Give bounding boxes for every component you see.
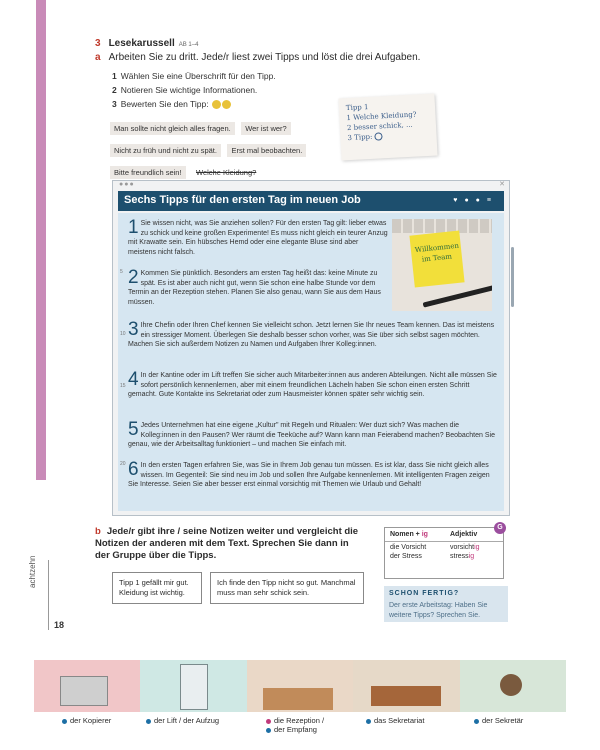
headline-tag: Man sollte nicht gleich alles fragen. — [110, 122, 235, 135]
office-illustration-strip — [34, 660, 566, 712]
bullet-icon — [474, 719, 479, 724]
vocab-item: das Sekretariat — [366, 716, 424, 725]
tip-paragraph: 5 Jedes Unternehmen hat eine eigene „Kultur" mit Regeln und Ritualen: Wer duzt sich? Was machen die Kolleg:innen in den Pausen? Wer räumt die Teeküche auf? Wann kann man Feierabend machen? Beobachten Sie genau, wie der Arbeitsalltag funktioniert – und machen Sie einfach mit. — [128, 419, 495, 449]
smiley-happy-icon — [212, 100, 221, 109]
step-item: 1 Wählen Sie eine Überschrift für den Tipp. — [112, 71, 276, 81]
headline-tag: Nicht zu früh und nicht zu spät. — [110, 144, 221, 157]
copier-illustration — [34, 660, 140, 712]
step-item: 3 Bewerten Sie den Tipp: — [112, 97, 276, 111]
headline-tag: Wer ist wer? — [241, 122, 291, 135]
line-number: 5 — [120, 269, 123, 275]
grammar-row: der Stress stressig — [390, 553, 475, 560]
article-titlebar — [118, 191, 504, 211]
schon-fertig-title: SCHON FERTIG? — [389, 590, 460, 597]
grammar-row: die Vorsicht vorsichtig — [390, 544, 480, 551]
vocab-item: der Lift / der Aufzug — [146, 716, 219, 725]
scrollbar[interactable] — [511, 247, 514, 307]
headline-tag-used: Welche Kleidung? — [196, 168, 257, 177]
location-icon[interactable]: ● — [464, 197, 476, 204]
chapter-color-strip — [36, 0, 46, 480]
heart-icon[interactable]: ♥ — [453, 197, 465, 204]
photo-postit — [392, 219, 492, 311]
office-illustration — [353, 660, 459, 712]
task-a-letter: a — [95, 52, 101, 63]
vocab-item: die Rezeption / der Empfang — [266, 716, 324, 734]
exercise-title: Lesekarussell — [108, 38, 175, 49]
page-number: 18 — [54, 620, 65, 630]
schon-fertig-box — [384, 586, 508, 622]
line-number: 15 — [120, 383, 126, 389]
tip-paragraph: 3 Ihre Chefin oder Ihren Chef kennen Sie vielleicht schon. Jetzt lernen Sie Ihr neues Team kennen. Das ist meistens ein stressiger Moment. Überlegen Sie deshalb besser schon vorher, was Sie über sich selbst sagen möchten. Machen Sie sich außerdem Notizen zu Namen und Aufgaben Ihrer Kolleg:innen. — [128, 319, 495, 349]
article-window — [112, 180, 510, 516]
task-b-letter: b — [95, 526, 101, 537]
grammar-box — [384, 527, 504, 579]
tip-paragraph: 4 In der Kantine oder im Lift treffen Sie sicher auch Mitarbeiter:innen aus anderen Abteilungen. Nicht alle müssen Sie sofort persönlich kennenlernen, aber mit einem freundlichen Lächeln haben Sie schon einen ersten Schritt gemacht. Gute Kontakte ins Sekretariat oder zum Hausmeister können später sehr wichtig sein. — [128, 369, 497, 399]
article-body — [118, 213, 504, 511]
tip-paragraph: 1 Sie wissen nicht, was Sie anziehen sollen? Für den ersten Tag gilt: lieber etwas zu schick und keine großen Experimente! Es muss nicht gleich ein teurer Anzug mit Krawatte sein. Ein hübsches Hemd oder eine elegante Bluse sind aber meistens nicht falsch. — [128, 217, 388, 256]
task-a — [95, 52, 420, 63]
task-a-text: Arbeiten Sie zu dritt. Jede/r liest zwei Tipps und löst die drei Aufgaben. — [108, 52, 421, 63]
side-divider — [48, 560, 49, 630]
lift-illustration — [140, 660, 246, 712]
note-line: 2 besser schick, ... — [346, 120, 413, 133]
vocab-item: der Kopierer — [62, 716, 111, 725]
vocab-item: der Sekretär — [474, 716, 523, 725]
speech-bubble: Ich finde den Tipp nicht so gut. Manchmal muss man sehr schick sein. — [210, 572, 364, 604]
line-number: 10 — [120, 331, 126, 337]
notes-card — [338, 94, 437, 161]
pen-image — [423, 283, 492, 307]
note-title: Tipp 1 — [345, 102, 369, 113]
exercise-number: 3 — [95, 38, 101, 49]
smiley-sad-icon — [222, 100, 231, 109]
headline-tag: Bitte freundlich sein! — [110, 166, 186, 179]
bullet-icon — [62, 719, 67, 724]
user-icon[interactable]: ● — [475, 197, 487, 204]
page-word: achtzehn — [28, 555, 37, 588]
note-line: 3 Tipp: — [347, 129, 429, 143]
menu-icon[interactable]: ≡ — [486, 197, 498, 204]
titlebar-icons — [453, 197, 498, 204]
reception-illustration — [247, 660, 353, 712]
tip-paragraph: 6 In den ersten Tagen erfahren Sie, was Sie in Ihrem Job genau tun müssen. Es ist klar, dass Sie nicht gleich alles wissen. Im Gegenteil: Sie sind neu im Job und sollen Ihre Aufgabe kennenlernen. Mit intelligenten Fragen zeigen Sie Interesse. Seien Sie aber besser erst einmal vorsichtig mit Themen wie Urlaub und Gehalt! — [128, 459, 490, 489]
window-dots-icon: ●●● — [119, 181, 135, 188]
headline-options — [110, 118, 340, 184]
step-list — [112, 69, 276, 111]
tip-paragraph: 2 Kommen Sie pünktlich. Besonders am ersten Tag heißt das: keine Minute zu spät. Es ist aber auch nicht gut, wenn Sie schon eine halbe Stunde vor dem Termin an der Rezeption stehen. Planen Sie also genau, wann Sie aus dem Haus müssen. — [128, 267, 381, 306]
grammar-header: Nomen + ig — [390, 531, 428, 538]
keyboard-image — [392, 219, 492, 233]
line-number: 20 — [120, 461, 126, 467]
postit-note: Willkommen im Team — [409, 231, 464, 288]
close-icon[interactable]: ✕ — [499, 181, 505, 188]
bullet-icon — [266, 719, 271, 724]
grammar-header: Adjektiv — [450, 531, 478, 538]
task-b — [95, 526, 365, 562]
headline-tag: Erst mal beobachten. — [227, 144, 306, 157]
step-item: 2 Notieren Sie wichtige Informationen. — [112, 85, 258, 95]
smiley-drawn-icon — [374, 132, 382, 140]
bullet-icon — [366, 719, 371, 724]
article-title: Sechs Tipps für den ersten Tag im neuen Job — [124, 194, 361, 206]
note-line: 1 Welche Kleidung? — [346, 110, 417, 123]
grammar-badge: G — [494, 522, 506, 534]
bullet-icon — [146, 719, 151, 724]
task-b-text: Jede/r gibt ihre / seine Notizen weiter und vergleicht die Notizen der anderen mit dem Text. Sprechen Sie dann in der Gruppe über die Tipps. — [95, 526, 359, 561]
workbook-ref: AB 1–4 — [178, 42, 199, 48]
secretary-illustration — [460, 660, 566, 712]
bullet-icon — [266, 728, 271, 733]
exercise-heading — [95, 38, 198, 49]
schon-fertig-text: Der erste Arbeitstag: Haben Sie weitere Tipps? Sprechen Sie. — [389, 602, 488, 619]
speech-bubble: Tipp 1 gefällt mir gut. Kleidung ist wichtig. — [112, 572, 202, 604]
